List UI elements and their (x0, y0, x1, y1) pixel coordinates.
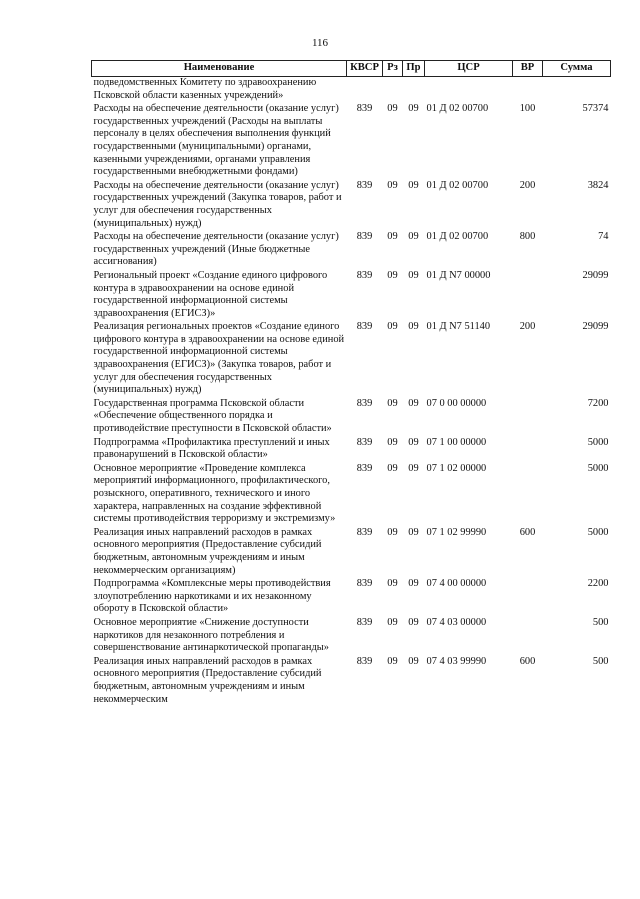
table-row (92, 103, 611, 180)
cell-name: Реализация иных направлений расходов в рамках основного мероприятия (Предоставление субсидий бюджетным, автономным учреждениям и иным некоммерческим организациям) (93, 526, 322, 576)
cell-pr: 09 (408, 655, 419, 667)
cell-rz: 09 (387, 103, 398, 115)
cell-vr: 800 (519, 231, 536, 243)
cell-name: Основное мероприятие «Проведение комплекса мероприятий информационного, профилактического, розыскного, оперативного, технического и иного характера, направленных на создание эффективной системы противодействия терроризму и экстремизму» (93, 462, 336, 525)
table-row (92, 617, 611, 656)
cell-kvsr: 839 (356, 655, 373, 667)
cell-csr: 07 1 00 00000 (426, 436, 487, 448)
cell-rz: 09 (387, 321, 398, 333)
cell-name: Подпрограмма «Профилактика преступлений и иных правонарушений в Псковской области» (93, 436, 330, 461)
cell-name: Расходы на обеспечение деятельности (оказание услуг) государственных учреждений (Иные бюджетные ассигнования) (93, 231, 339, 268)
header-rz: Рз (383, 61, 403, 77)
header-name: Наименование (92, 61, 347, 77)
table-row (92, 578, 611, 617)
cell-name: Подпрограмма «Комплексные меры противодействия злоупотреблению наркотиками и их незаконному обороту в Псковской области» (93, 578, 331, 615)
cell-sum: 57374 (582, 103, 609, 115)
cell-csr: 07 1 02 00000 (426, 462, 487, 474)
cell-pr: 09 (408, 436, 419, 448)
cell-sum: 5000 (587, 526, 609, 538)
cell-sum: 74 (598, 231, 609, 243)
cell-pr: 09 (408, 462, 419, 474)
cell-sum: 29099 (582, 321, 609, 333)
cell-rz (383, 77, 403, 104)
cell-name: Расходы на обеспечение деятельности (оказание услуг) государственных учреждений (Расходы на выплаты персоналу в целях обеспечения выполнения функций государственными (муниципальными) органами, казенными учреждениями, органами управления государственными внебюджетными фондами) (93, 103, 339, 178)
cell-kvsr: 839 (356, 616, 373, 628)
cell-sum: 500 (592, 655, 609, 667)
cell-name: подведомственных Комитету по здравоохранению Псковской области казенных учреждений» (93, 77, 317, 101)
cell-rz: 09 (387, 397, 398, 409)
cell-pr: 09 (408, 321, 419, 333)
table-row (92, 77, 611, 104)
header-sum: Сумма (543, 61, 611, 77)
cell-rz: 09 (387, 526, 398, 538)
cell-csr (425, 77, 513, 104)
table-row (92, 321, 611, 398)
cell-csr: 07 0 00 00000 (426, 397, 487, 409)
cell-vr (513, 437, 543, 463)
header-pr: Пр (403, 61, 425, 77)
cell-vr: 100 (519, 103, 536, 115)
table-row (92, 270, 611, 321)
cell-kvsr: 839 (356, 103, 373, 115)
table-row (92, 463, 611, 527)
header-kvsr: КВСР (347, 61, 383, 77)
table-row (92, 437, 611, 463)
cell-kvsr: 839 (356, 526, 373, 538)
cell-rz: 09 (387, 179, 398, 191)
cell-pr: 09 (408, 578, 419, 590)
cell-kvsr (347, 77, 383, 104)
header-csr: ЦСР (425, 61, 513, 77)
header-vr: ВР (513, 61, 543, 77)
cell-kvsr: 839 (356, 269, 373, 281)
cell-rz: 09 (387, 269, 398, 281)
cell-rz: 09 (387, 231, 398, 243)
cell-pr: 09 (408, 179, 419, 191)
cell-csr: 01 Д 02 00700 (426, 103, 489, 115)
cell-csr: 07 4 03 00000 (426, 616, 487, 628)
cell-name: Государственная программа Псковской области «Обеспечение общественного порядка и противодействие преступности в Псковской области» (93, 397, 332, 435)
cell-vr (513, 617, 543, 656)
cell-sum: 5000 (587, 462, 609, 474)
cell-rz: 09 (387, 616, 398, 628)
cell-rz: 09 (387, 436, 398, 448)
cell-csr: 07 4 00 00000 (426, 578, 487, 590)
cell-kvsr: 839 (356, 231, 373, 243)
cell-sum: 3824 (587, 179, 609, 191)
cell-csr: 01 Д 02 00700 (426, 231, 489, 243)
cell-kvsr: 839 (356, 179, 373, 191)
cell-name: Реализация региональных проектов «Создание единого цифрового контура в здравоохранении на основе единой государственной информационной системы здравоохранения (ЕГИСЗ)» (Закупка товаров, работ и услуг для обеспечения государственных (муниципальных) нужд) (93, 321, 345, 396)
cell-rz: 09 (387, 655, 398, 667)
cell-rz: 09 (387, 578, 398, 590)
cell-pr: 09 (408, 231, 419, 243)
cell-csr: 07 1 02 99990 (426, 526, 487, 538)
cell-name: Региональный проект «Создание единого цифрового контура в здравоохранении на основе единой государственной информационной системы здравоохранения (ЕГИСЗ)» (93, 269, 328, 319)
table-row (92, 231, 611, 270)
cell-kvsr: 839 (356, 321, 373, 333)
cell-sum: 2200 (587, 578, 609, 590)
cell-pr: 09 (408, 526, 419, 538)
cell-name: Расходы на обеспечение деятельности (оказание услуг) государственных учреждений (Закупка товаров, работ и услуг для обеспечения государственных (муниципальных) нужд) (93, 179, 342, 229)
table-body (92, 77, 611, 708)
cell-vr (513, 463, 543, 527)
table-header (92, 61, 611, 77)
cell-csr: 01 Д N7 00000 (426, 269, 491, 281)
table-row (92, 656, 611, 707)
cell-vr: 200 (519, 321, 536, 333)
cell-name: Основное мероприятие «Снижение доступности наркотиков для незаконного потребления и совершенствование антинаркотической пропаганды» (93, 616, 329, 654)
cell-pr: 09 (408, 616, 419, 628)
cell-pr (403, 77, 425, 104)
cell-sum: 5000 (587, 436, 609, 448)
cell-vr (513, 270, 543, 321)
cell-vr (513, 398, 543, 437)
cell-vr: 600 (519, 526, 536, 538)
cell-vr: 200 (519, 179, 536, 191)
cell-vr (513, 578, 543, 617)
cell-sum: 500 (592, 616, 609, 628)
cell-pr: 09 (408, 397, 419, 409)
cell-csr: 07 4 03 99990 (426, 655, 487, 667)
cell-sum (543, 77, 611, 104)
cell-vr: 600 (519, 655, 536, 667)
cell-kvsr: 839 (356, 397, 373, 409)
cell-kvsr: 839 (356, 462, 373, 474)
cell-rz: 09 (387, 462, 398, 474)
cell-sum: 29099 (582, 269, 609, 281)
page-number: 116 (311, 37, 329, 49)
cell-pr: 09 (408, 269, 419, 281)
cell-csr: 01 Д N7 51140 (426, 321, 491, 333)
cell-kvsr: 839 (356, 436, 373, 448)
table-row (92, 527, 611, 578)
table-row (92, 180, 611, 231)
cell-pr: 09 (408, 103, 419, 115)
cell-kvsr: 839 (356, 578, 373, 590)
table-row (92, 398, 611, 437)
cell-sum: 7200 (587, 397, 609, 409)
budget-table (91, 60, 611, 707)
cell-csr: 01 Д 02 00700 (426, 179, 489, 191)
cell-name: Реализация иных направлений расходов в рамках основного мероприятия (Предоставление субсидий бюджетным, автономным учреждениям и иным некоммерческим (93, 655, 322, 705)
cell-vr (513, 77, 543, 104)
